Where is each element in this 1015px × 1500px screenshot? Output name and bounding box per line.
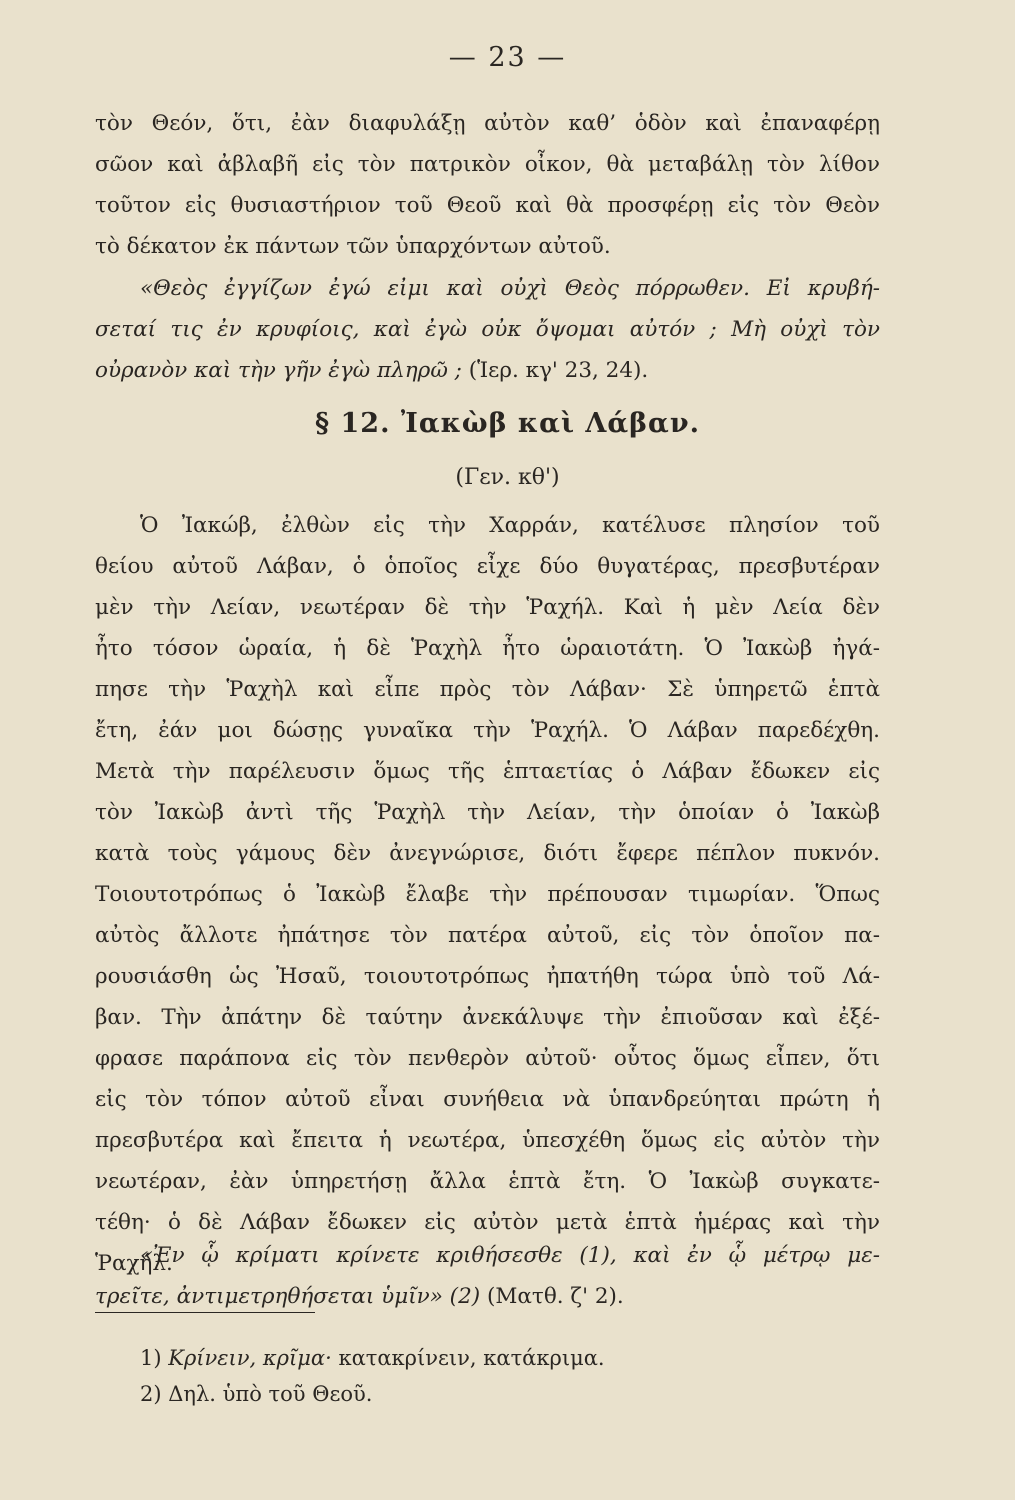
text-line: φρασε παράπονα εἰς τὸν πενθερὸν αὐτοῦ· οὗτος ὅμως εἶπεν, ὅτι	[95, 1046, 880, 1071]
text-line: πρεσβυτέρα καὶ ἔπειτα ἡ νεωτέρα, ὑπεσχέθη ὅμως εἰς αὐτὸν τὴν	[95, 1128, 880, 1153]
quote-line: «Θεὸς ἐγγίζων ἐγώ εἰμι καὶ οὐχὶ Θεὸς πόρρωθεν. Εἰ κρυβή-	[140, 276, 880, 301]
text-line: νεωτέραν, ἐὰν ὑπηρετήσῃ ἄλλα ἑπτὰ ἔτη. Ὁ Ἰακὼβ συγκατε-	[95, 1169, 880, 1194]
footnote-text: Δηλ. ὑπὸ τοῦ Θεοῦ.	[168, 1382, 373, 1406]
paragraph-2	[95, 505, 880, 1284]
text-line: θείου αὐτοῦ Λάβαν, ὁ ὁποῖος εἶχε δύο θυγατέρας, πρεσβυτέραν	[95, 554, 880, 579]
text-line: αὐτὸς ἄλλοτε ἠπάτησε τὸν πατέρα αὐτοῦ, εἰς τὸν ὁποῖον πα-	[95, 923, 880, 948]
footnote-number: 2)	[140, 1382, 162, 1406]
quote-reference: (Ἱερ. κγ' 23, 24).	[468, 358, 649, 383]
footnote-term: Κρίνειν, κρῖμα·	[168, 1346, 332, 1370]
quote-text: οὐρανὸν καὶ τὴν γῆν ἐγὼ πληρῶ ;	[95, 358, 462, 383]
text-line: Μετὰ τὴν παρέλευσιν ὅμως τῆς ἑπταετίας ὁ Λάβαν ἔδωκεν εἰς	[95, 759, 880, 784]
scripture-quote-2	[95, 1235, 880, 1317]
footnote-number: 1)	[140, 1346, 162, 1370]
footnotes	[140, 1340, 605, 1412]
text-line: μὲν τὴν Λείαν, νεωτέραν δὲ τὴν Ῥαχήλ. Καὶ ἡ μὲν Λεία δὲν	[95, 595, 880, 620]
text-line: Ῥαχήλ.	[95, 1251, 173, 1276]
text-line: πησε τὴν Ῥαχὴλ καὶ εἶπε πρὸς τὸν Λάβαν· Σὲ ὑπηρετῶ ἑπτὰ	[95, 677, 880, 702]
section-heading: § 12. Ἰακὼβ καὶ Λάβαν.	[315, 408, 700, 439]
quote-line	[95, 1276, 880, 1317]
text-line: σῶον καὶ ἀβλαβῆ εἰς τὸν πατρικὸν οἶκον, θὰ μεταβάλῃ τὸν λίθον	[95, 152, 880, 177]
text-line: τέθη· ὁ δὲ Λάβαν ἔδωκεν εἰς αὐτὸν μετὰ ἑπτὰ ἡμέρας καὶ τὴν	[95, 1210, 880, 1235]
section-subheading: (Γεν. κθ')	[455, 465, 560, 490]
quote-line	[95, 350, 880, 391]
text-line: τοῦτον εἰς θυσιαστήριον τοῦ Θεοῦ καὶ θὰ προσφέρῃ εἰς τὸν Θεὸν	[95, 193, 880, 218]
text-line: Ὁ Ἰακώβ, ἐλθὼν εἰς τὴν Χαρράν, κατέλυσε πλησίον τοῦ	[140, 513, 880, 538]
text-line: τὸν Ἰακὼβ ἀντὶ τῆς Ῥαχὴλ τὴν Λείαν, τὴν ὁποίαν ὁ Ἰακὼβ	[95, 800, 880, 825]
text-line: τὸ δέκατον ἐκ πάντων τῶν ὑπαρχόντων αὐτοῦ.	[95, 234, 611, 259]
quote-line: «Ἐν ᾧ κρίματι κρίνετε κριθήσεσθε (1), καὶ ἐν ᾧ μέτρῳ με-	[140, 1243, 880, 1268]
text-line: τὸν Θεόν, ὅτι, ἐὰν διαφυλάξῃ αὐτὸν καθ’ ὁδὸν καὶ ἐπαναφέρῃ	[95, 111, 880, 136]
footnote-divider	[95, 1312, 315, 1313]
scripture-quote-1	[95, 268, 880, 391]
footnote-2	[140, 1376, 605, 1412]
text-line: ρουσιάσθη ὡς Ἠσαῦ, τοιουτοτρόπως ἠπατήθη τώρα ὑπὸ τοῦ Λά-	[95, 964, 880, 989]
paragraph-1	[95, 103, 880, 267]
text-line: βαν. Τὴν ἀπάτην δὲ ταύτην ἀνεκάλυψε τὴν ἐπιοῦσαν καὶ ἐξέ-	[95, 1005, 880, 1030]
text-line: ἔτη, ἐάν μοι δώσῃς γυναῖκα τὴν Ῥαχήλ. Ὁ Λάβαν παρεδέχθη.	[95, 718, 880, 743]
quote-text: τρεῖτε, ἀντιμετρηθήσεται ὑμῖν» (2)	[95, 1284, 481, 1309]
text-line: ἦτο τόσον ὡραία, ἡ δὲ Ῥαχὴλ ἦτο ὡραιοτάτη. Ὁ Ἰακὼβ ἠγά-	[95, 636, 880, 661]
footnote-text: κατακρίνειν, κατάκριμα.	[338, 1346, 605, 1370]
text-line: κατὰ τοὺς γάμους δὲν ἀνεγνώρισε, διότι ἔφερε πέπλον πυκνόν.	[95, 841, 880, 866]
quote-line: σεταί τις ἐν κρυφίοις, καὶ ἐγὼ οὐκ ὄψομαι αὐτόν ; Μὴ οὐχὶ τὸν	[95, 317, 880, 342]
page-number: — 23 —	[448, 42, 567, 73]
text-line: Τοιουτοτρόπως ὁ Ἰακὼβ ἔλαβε τὴν πρέπουσαν τιμωρίαν. Ὅπως	[95, 882, 880, 907]
text-line: εἰς τὸν τόπον αὐτοῦ εἶναι συνήθεια νὰ ὑπανδρεύηται πρώτη ἡ	[95, 1087, 880, 1112]
footnote-1	[140, 1340, 605, 1376]
quote-reference: (Ματθ. ζ' 2).	[487, 1284, 624, 1309]
